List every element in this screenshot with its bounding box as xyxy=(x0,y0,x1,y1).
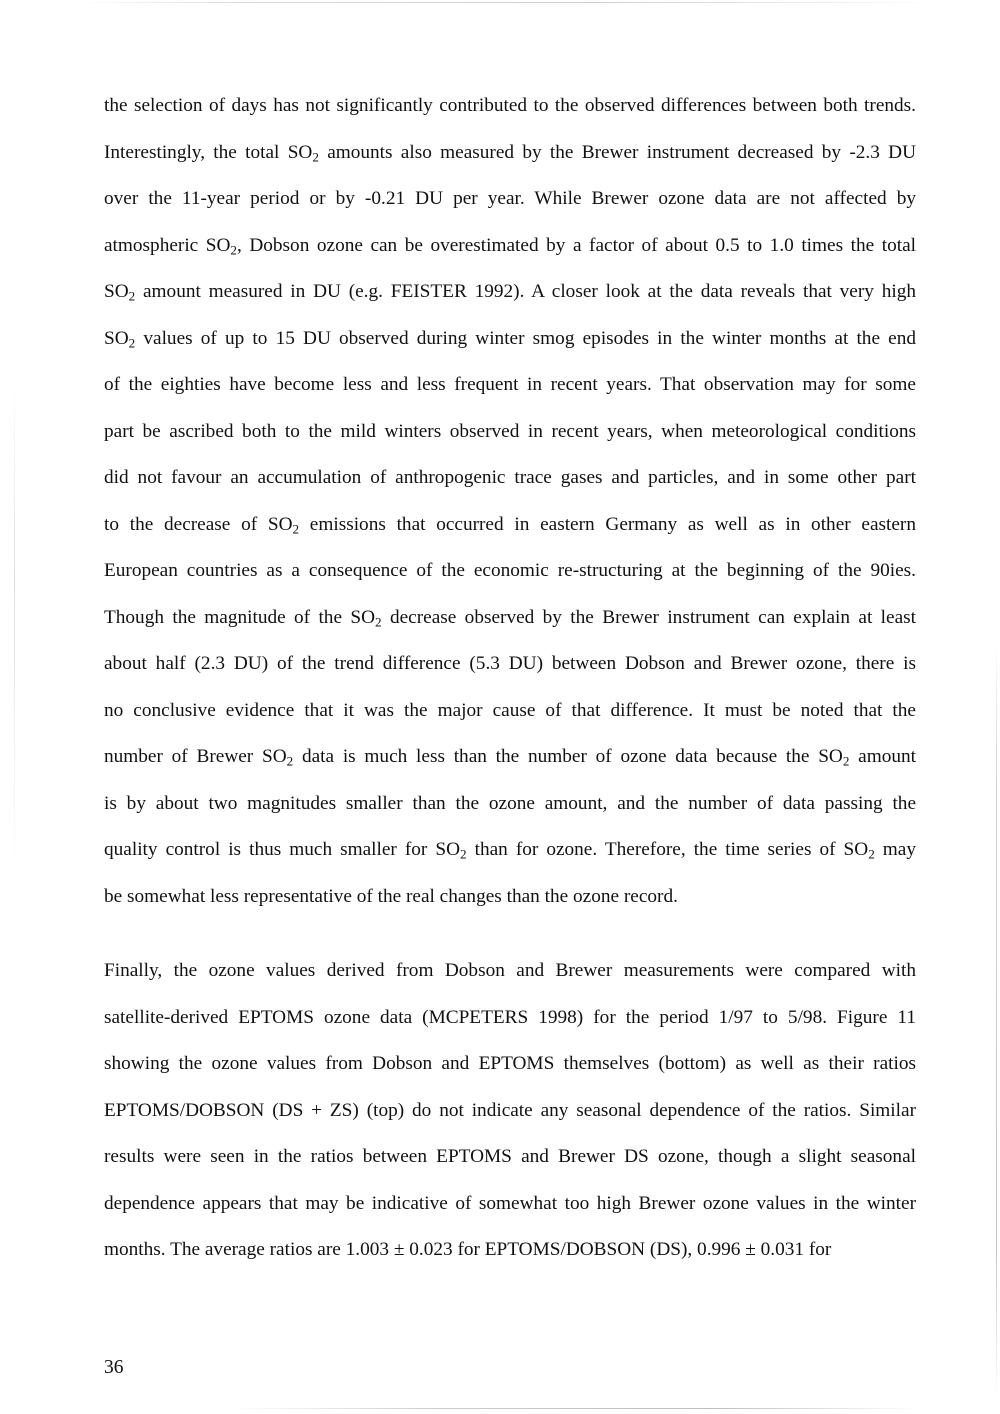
scan-edge-top xyxy=(80,2,940,3)
subscript: 2 xyxy=(128,334,136,350)
text-line xyxy=(104,455,916,502)
text-run: be somewhat less representative of the real changes than the ozone record. xyxy=(104,885,678,907)
subscript: 2 xyxy=(868,846,875,862)
text-run: to the decrease of SO xyxy=(104,513,293,535)
text-run: no conclusive evidence that it was the major cause of that difference. It must be noted that the xyxy=(104,699,916,721)
text-run: SO xyxy=(104,327,129,349)
text-run: may xyxy=(874,839,916,860)
scan-edge-bottom xyxy=(230,1408,920,1409)
text-line xyxy=(104,409,916,456)
body-paragraph-2 xyxy=(104,948,916,1274)
subscript: 2 xyxy=(230,241,237,257)
text-line xyxy=(104,83,916,130)
text-run: Though the magnitude of the SO xyxy=(104,606,376,628)
text-line xyxy=(104,734,916,781)
subscript: 2 xyxy=(842,753,850,769)
subscript: 2 xyxy=(460,846,467,862)
text-line xyxy=(104,1041,916,1088)
text-line xyxy=(104,548,916,595)
text-line xyxy=(104,1134,916,1181)
text-line xyxy=(104,874,916,921)
text-run: amount xyxy=(849,746,916,767)
text-line xyxy=(104,688,916,735)
text-run: values of up to 15 DU observed during winter smog episodes in the winter months at the end xyxy=(135,327,916,349)
text-run: the selection of days has not significantly contributed to the observed differences between both trends. xyxy=(104,95,916,116)
text-run: atmospheric SO xyxy=(104,234,231,256)
page-number: 36 xyxy=(104,1357,124,1378)
subscript: 2 xyxy=(286,753,294,769)
text-line xyxy=(104,1227,916,1274)
text-line xyxy=(104,223,916,270)
text-line xyxy=(104,502,916,549)
text-run: EPTOMS/DOBSON (DS + ZS) (top) do not indicate any seasonal dependence of the ratios. Similar xyxy=(104,1099,916,1121)
subscript: 2 xyxy=(312,148,319,164)
text-line xyxy=(104,269,916,316)
text-run: SO xyxy=(104,281,129,302)
text-line xyxy=(104,641,916,688)
text-line xyxy=(104,827,916,874)
text-run: showing the ozone values from Dobson and EPTOMS themselves (bottom) as well as their ratios xyxy=(104,1053,916,1074)
text-run: dependence appears that may be indicative of somewhat too high Brewer ozone values in the winter xyxy=(104,1192,916,1214)
text-run: is by about two magnitudes smaller than the ozone amount, and the number of data passing the xyxy=(104,792,916,814)
text-run: Finally, the ozone values derived from Dobson and Brewer measurements were compared with xyxy=(104,960,916,981)
text-run: over the 11-year period or by -0.21 DU per year. While Brewer ozone data are not affected by xyxy=(104,188,916,209)
text-run: amount measured in DU (e.g. FEISTER 1992). A closer look at the data reveals that very high xyxy=(135,281,916,302)
text-line xyxy=(104,781,916,828)
text-line xyxy=(104,362,916,409)
text-line xyxy=(104,316,916,363)
scan-edge-right xyxy=(996,640,997,1400)
text-run: did not favour an accumulation of anthropogenic trace gases and particles, and in some other part xyxy=(104,467,916,488)
text-run: about half (2.3 DU) of the trend difference (5.3 DU) between Dobson and Brewer ozone, there is xyxy=(104,653,916,674)
text-line xyxy=(104,948,916,995)
text-run: months. The average ratios are 1.003 ± 0.023 for EPTOMS/DOBSON (DS), 0.996 ± 0.031 for xyxy=(104,1239,832,1260)
text-run: Interestingly, the total SO xyxy=(104,141,313,163)
body-paragraph-1 xyxy=(104,83,916,920)
text-line xyxy=(104,1181,916,1228)
text-run: amounts also measured by the Brewer instrument decreased by -2.3 DU xyxy=(318,141,916,163)
text-run: of the eighties have become less and less frequent in recent years. That observation may for some xyxy=(104,374,916,395)
text-run: number of Brewer SO xyxy=(104,746,287,767)
text-line xyxy=(104,1088,916,1135)
text-line xyxy=(104,176,916,223)
text-run: quality control is thus much smaller for SO xyxy=(104,839,461,860)
subscript: 2 xyxy=(292,520,300,536)
text-run: results were seen in the ratios between EPTOMS and Brewer DS ozone, though a slight seasonal xyxy=(104,1146,916,1167)
scan-edge-left xyxy=(14,380,15,880)
text-line xyxy=(104,995,916,1042)
subscript: 2 xyxy=(128,288,136,304)
text-line xyxy=(104,595,916,642)
text-run: data is much less than the number of ozone data because the SO xyxy=(293,746,843,767)
text-line xyxy=(104,130,916,177)
text-run: , Dobson ozone can be overestimated by a factor of about 0.5 to 1.0 times the total xyxy=(236,234,916,256)
text-run: satellite-derived EPTOMS ozone data (MCPETERS 1998) for the period 1/97 to 5/98. Figure 11 xyxy=(104,1006,916,1028)
text-run: decrease observed by the Brewer instrument can explain at least xyxy=(381,606,917,628)
text-run: emissions that occurred in eastern Germany as well as in other eastern xyxy=(299,513,916,535)
text-run: part be ascribed both to the mild winters observed in recent years, when meteorological conditions xyxy=(104,420,916,442)
text-run: than for ozone. Therefore, the time series of SO xyxy=(466,839,869,860)
text-run: European countries as a consequence of the economic re-structuring at the beginning of the 90ies. xyxy=(104,560,916,581)
subscript: 2 xyxy=(375,613,382,629)
